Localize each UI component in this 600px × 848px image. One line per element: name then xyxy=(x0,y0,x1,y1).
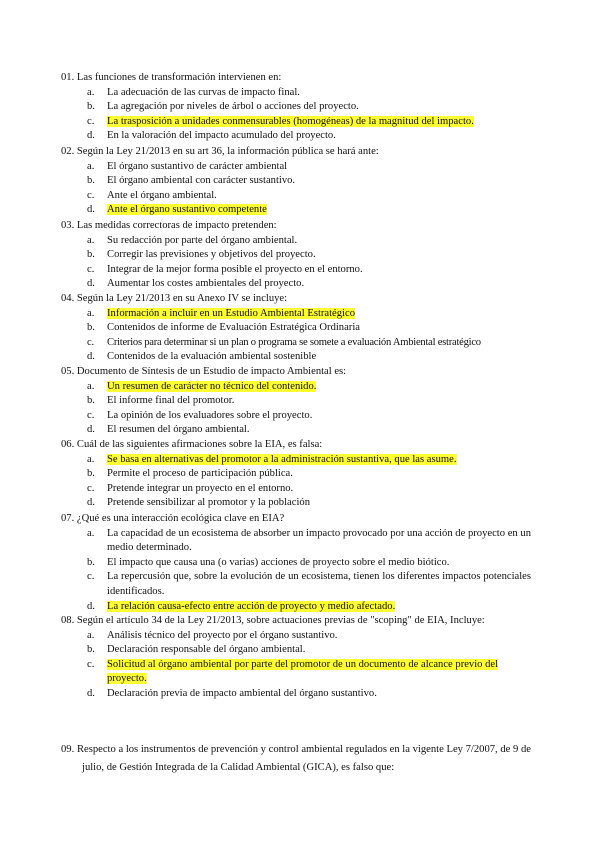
question-06 xyxy=(61,438,531,511)
question-text: Cuál de las siguientes afirmaciones sobre la EIA, es falsa: xyxy=(76,439,323,450)
option-letter: c. xyxy=(87,482,95,494)
option-letter: a. xyxy=(87,160,95,172)
highlighted-answer: Se basa en alternativas del promotor a la administración sustantiva, que las asume. xyxy=(107,453,457,465)
question-text: Según la Ley 21/2013 en su art 36, la información pública se hará ante: xyxy=(76,146,379,157)
option-letter: d. xyxy=(87,497,95,509)
option-a xyxy=(61,86,531,101)
option-text: Declaración responsable del órgano ambiental. xyxy=(107,644,306,656)
option-a xyxy=(61,307,531,322)
option-letter: c. xyxy=(87,115,95,127)
option-letter: d. xyxy=(87,278,95,290)
option-text: Contenidos de informe de Evaluación Estratégica Ordinaria xyxy=(107,322,360,334)
option-d xyxy=(61,350,531,365)
option-c xyxy=(61,263,531,278)
question-text: Las medidas correctoras de impacto pretenden: xyxy=(76,220,277,231)
option-letter: b. xyxy=(87,468,95,480)
options-list xyxy=(61,234,531,292)
option-text: La adecuación de las curvas de impacto final. xyxy=(107,86,300,98)
question-text: Según el artículo 34 de la Ley 21/2013, sobre actuaciones previas de "scoping" de EIA, Incluye: xyxy=(76,615,485,626)
option-text: Corregir las previsiones y objetivos del proyecto. xyxy=(107,249,316,261)
option-letter: b. xyxy=(87,101,95,113)
question-text: ¿Qué es una interacción ecológica clave en EIA? xyxy=(76,513,285,524)
option-letter: b. xyxy=(87,395,95,407)
option-text: El informe final del promotor. xyxy=(107,395,235,407)
option-c xyxy=(61,115,531,130)
option-c xyxy=(61,658,531,687)
option-b xyxy=(61,467,531,482)
option-letter: c. xyxy=(87,409,95,421)
option-text: Pretende integrar un proyecto en el entorno. xyxy=(107,482,294,494)
question-04 xyxy=(61,292,531,365)
highlighted-answer: Un resumen de carácter no técnico del contenido. xyxy=(107,380,317,392)
option-b xyxy=(61,100,531,115)
option-a xyxy=(61,527,531,556)
option-text: La repercusión que, sobre la evolución de un ecosistema, tienen los diferentes impactos potenciales identificados. xyxy=(107,571,531,597)
option-letter: b. xyxy=(87,322,95,334)
question-number: 03. xyxy=(61,220,75,231)
option-letter: c. xyxy=(87,658,95,670)
option-text: El órgano sustantivo de carácter ambiental xyxy=(107,160,288,172)
option-letter: a. xyxy=(87,380,95,392)
option-d xyxy=(61,687,531,702)
option-a xyxy=(61,629,531,644)
option-c xyxy=(61,336,531,351)
question-text: Respecto a los instrumentos de prevención y control ambiental regulados en la vigente Ley 7/2007, de 9 de julio, de Gestión Integrada de la Calidad Ambiental (GICA), es falso que: xyxy=(76,744,532,773)
option-letter: c. xyxy=(87,263,95,275)
question-01 xyxy=(61,71,531,144)
option-letter: a. xyxy=(87,86,95,98)
question-05 xyxy=(61,365,531,438)
option-d xyxy=(61,600,531,615)
options-list xyxy=(61,307,531,365)
option-letter: a. xyxy=(87,629,95,641)
options-list xyxy=(61,527,531,615)
option-letter: d. xyxy=(87,600,95,612)
option-text: Pretende sensibilizar al promotor y la población xyxy=(107,497,310,509)
options-list xyxy=(61,86,531,144)
option-letter: b. xyxy=(87,644,95,656)
highlighted-answer: La relación causa-efecto entre acción de proyecto y medio afectado. xyxy=(107,600,396,612)
question-02 xyxy=(61,145,531,218)
option-text: Permite el proceso de participación pública. xyxy=(107,468,293,480)
option-text: La opinión de los evaluadores sobre el proyecto. xyxy=(107,409,313,421)
highlighted-answer: La trasposición a unidades conmensurables (homogéneas) de la magnitud del impacto. xyxy=(107,115,474,127)
options-list xyxy=(61,453,531,511)
option-d xyxy=(61,203,531,218)
options-list xyxy=(61,380,531,438)
question-number: 04. xyxy=(61,293,75,304)
highlighted-answer: Ante el órgano sustantivo competente xyxy=(107,204,267,216)
option-text: El órgano ambiental con carácter sustantivo. xyxy=(107,175,296,187)
option-text: Integrar de la mejor forma posible el proyecto en el entorno. xyxy=(107,263,363,275)
option-letter: a. xyxy=(87,527,95,539)
option-text: Contenidos de la evaluación ambiental sostenible xyxy=(107,351,317,363)
option-letter: d. xyxy=(87,687,95,699)
question-09 xyxy=(61,741,531,776)
option-letter: b. xyxy=(87,556,95,568)
option-d xyxy=(61,496,531,511)
option-letter: a. xyxy=(87,307,95,319)
option-text: El impacto que causa una (o varias) acciones de proyecto sobre el medio biótico. xyxy=(107,556,450,568)
option-letter: b. xyxy=(87,249,95,261)
question-text: Documento de Síntesis de un Estudio de impacto Ambiental es: xyxy=(76,366,347,377)
option-letter: a. xyxy=(87,234,95,246)
option-c xyxy=(61,409,531,424)
option-text: El resumen del órgano ambiental. xyxy=(107,424,250,436)
options-list xyxy=(61,160,531,218)
option-d xyxy=(61,423,531,438)
option-b xyxy=(61,556,531,571)
option-text: La capacidad de un ecosistema de absorber un impacto provocado por una acción de proyecto en un medio determinado. xyxy=(107,527,531,554)
option-text: Su redacción por parte del órgano ambiental. xyxy=(107,234,298,246)
option-c xyxy=(61,189,531,204)
highlighted-answer: Información a incluir en un Estudio Ambiental Estratégico xyxy=(107,307,356,319)
option-text: En la valoración del impacto acumulado del proyecto. xyxy=(107,130,336,142)
option-a xyxy=(61,234,531,249)
option-a xyxy=(61,380,531,395)
question-text: Las funciones de transformación intervienen en: xyxy=(76,72,282,83)
option-text: Ante el órgano ambiental. xyxy=(107,189,217,201)
question-number: 05. xyxy=(61,366,75,377)
question-number: 09. xyxy=(61,744,75,755)
option-b xyxy=(61,394,531,409)
question-07 xyxy=(61,512,531,614)
question-03 xyxy=(61,219,531,292)
question-08 xyxy=(61,614,531,702)
option-d xyxy=(61,277,531,292)
option-letter: d. xyxy=(87,424,95,436)
option-letter: d. xyxy=(87,130,95,142)
question-text: Según la Ley 21/2013 en su Anexo IV se incluye: xyxy=(76,293,288,304)
option-letter: d. xyxy=(87,351,95,363)
options-list xyxy=(61,629,531,702)
option-b xyxy=(61,321,531,336)
option-a xyxy=(61,453,531,468)
option-c xyxy=(61,570,531,599)
option-b xyxy=(61,643,531,658)
option-a xyxy=(61,160,531,175)
option-text: La agregación por niveles de árbol o acciones del proyecto. xyxy=(107,101,359,113)
option-letter: a. xyxy=(87,453,95,465)
question-number: 08. xyxy=(61,615,75,626)
option-letter: b. xyxy=(87,175,95,187)
option-c xyxy=(61,482,531,497)
option-text: Declaración previa de impacto ambiental del órgano sustantivo. xyxy=(107,687,377,699)
option-letter: c. xyxy=(87,571,95,583)
option-letter: c. xyxy=(87,189,95,201)
question-number: 07. xyxy=(61,513,75,524)
question-number: 01. xyxy=(61,72,75,83)
question-number: 02. xyxy=(61,146,75,157)
option-b xyxy=(61,174,531,189)
option-letter: d. xyxy=(87,204,95,216)
question-number: 06. xyxy=(61,439,75,450)
highlighted-answer: Solicitud al órgano ambiental por parte del promotor de un documento de alcance previo del proyecto. xyxy=(107,658,499,685)
option-text: Aumentar los costes ambientales del proyecto. xyxy=(107,278,305,290)
option-text: Análisis técnico del proyecto por el órgano sustantivo. xyxy=(107,629,338,641)
option-text: Criterios para determinar si un plan o programa se somete a evaluación Ambiental estratégico xyxy=(107,336,481,348)
option-b xyxy=(61,248,531,263)
option-letter: c. xyxy=(87,336,94,348)
option-d xyxy=(61,129,531,144)
